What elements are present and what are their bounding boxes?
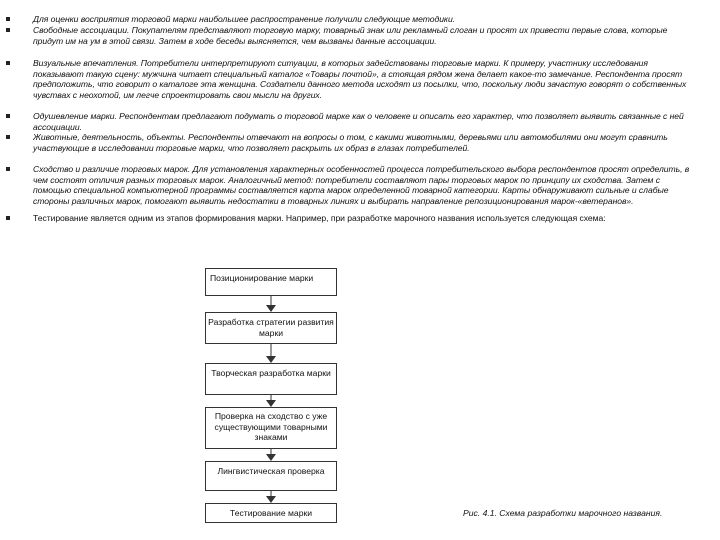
flow-step-positioning: [205, 268, 337, 296]
arrow-down-icon: [265, 491, 277, 503]
bullet-marker: [6, 61, 10, 65]
flow-step-label: Разработка стратегии развития марки: [208, 317, 334, 338]
arrow-down-icon: [265, 449, 277, 461]
bullet-marker: [6, 167, 10, 171]
flow-step-strategy: [205, 312, 337, 344]
bullet-marker: [6, 135, 10, 139]
list-item-text: Сходство и различие торговых марок. Для установления характерных особенностей процесса потребительского выбора респондентов просят определить, в чем состоят отличия разных торговых марок. Аналогичный метод: потребители составляют пары торговых марок по принципу их сходства. Затем с помощью специальной компьютерной программы составляется карта марок определенной товарной категории. Карты обнаруживают сильные и слабые стороны различных марок, помогают выявить недостатки в товарных линиях и выбирать направление репозиционирования марок-«ветеранов».: [33, 164, 690, 206]
flow-step-label: Творческая разработка марки: [211, 368, 331, 378]
list-item-text: Тестирование является одним из этапов формирования марки. Например, при разработке марочного названия используется следующая схема:: [33, 213, 606, 223]
flow-step-testing: [205, 503, 337, 523]
list-item-text: Животные, деятельность, объекты. Респонденты отвечают на вопросы о том, с какими животными, деревьями или автомобилями они могут сравнить участвующие в исследовании торговые марки, что позволяет раскрыть их образ в глазах потребителей.: [33, 132, 668, 153]
flow-step-linguistic: [205, 461, 337, 491]
list-item-text: Одушевление марки. Респондентам предлагают подумать о торговой марке как о человеке и описать его характер, что позволяет выявить связанные с ней ассоциации.: [33, 111, 684, 132]
arrow-down-icon: [265, 344, 277, 363]
flow-step-label: Лингвистическая проверка: [217, 466, 325, 476]
arrow-down-icon: [265, 296, 277, 312]
list-item-text: Свободные ассоциации. Покупателям представляют торговую марку, товарный знак или рекламный слоган и просят их привести первые слова, которые придут им на ум в этой связи. Затем в ходе беседы выясняется, чем вызваны данные ассоциации.: [33, 25, 668, 46]
bullet-marker: [6, 114, 10, 118]
flow-step-label: Проверка на сходство с уже существующими товарными знаками: [214, 411, 328, 443]
bullet-marker: [6, 17, 10, 21]
list-item-text: Визуальные впечатления. Потребители интерпретируют ситуации, в которых задействованы торговые марки. К примеру, участнику исследования показывают такую сцену: мужчина читает специальный каталог «Товары почтой», а стоящая рядом жена делает какое-то замечание. Респондента просят предположить, что говорит о каталоге эта женщина. Создатели данного метода исходят из посылки, что, поскольку люди зачастую говорят о собственных чувствах с неохотой, им легче спроектировать свои мысли на других.: [33, 58, 687, 100]
arrow-down-icon: [265, 395, 277, 407]
flow-step-similarity-check: [205, 407, 337, 449]
list-item-text: Для оценки восприятия торговой марки наибольшее распространение получили следующие методики.: [33, 14, 456, 24]
flow-step-label: Тестирование марки: [229, 508, 313, 518]
flow-step-creative: [205, 363, 337, 395]
bullet-marker: [6, 216, 10, 220]
figure-caption: Рис. 4.1. Схема разработки марочного названия.: [463, 508, 663, 518]
flow-step-label: Позиционирование марки: [210, 273, 314, 283]
bullet-marker: [6, 28, 10, 32]
